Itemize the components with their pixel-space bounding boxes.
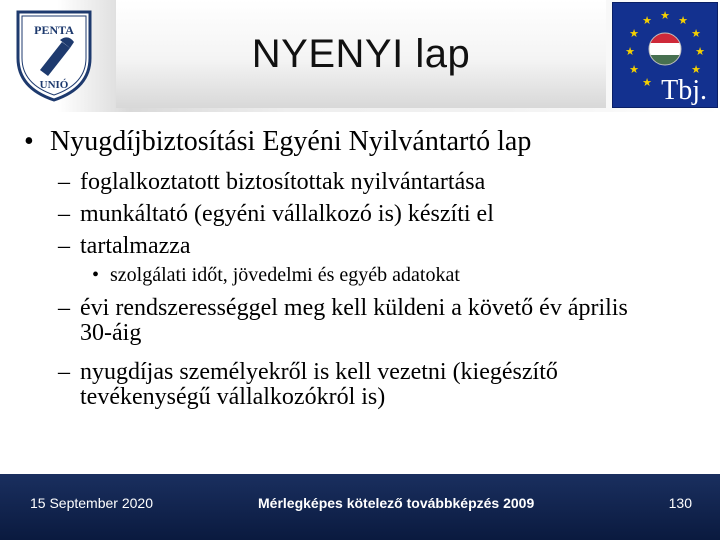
footer-date: 15 September 2020 <box>30 495 153 511</box>
page-number: 130 <box>668 495 692 511</box>
list-item: – foglalkoztatott biztosítottak nyilvántartása <box>58 169 486 195</box>
svg-text:★: ★ <box>691 28 701 40</box>
svg-text:UNIÓ: UNIÓ <box>39 79 69 91</box>
list-item: – tartalmazza <box>58 233 191 259</box>
list-item: – nyugdíjas személyekről is kell vezetni (kiegészítő tevékenységű vállalkozókról is) <box>58 359 558 410</box>
penta-unio-logo <box>14 8 94 102</box>
list-item: – munkáltató (egyéni vállalkozó is) készíti el <box>58 201 494 227</box>
svg-text:★: ★ <box>660 10 670 22</box>
nested-list-item: • szolgálati időt, jövedelmi és egyéb adatokat <box>92 264 460 286</box>
bullet-icon: • <box>92 264 100 286</box>
svg-text:★: ★ <box>691 64 701 76</box>
eu-flag-badge <box>612 2 718 108</box>
svg-text:★: ★ <box>642 77 652 89</box>
svg-text:★: ★ <box>678 15 688 27</box>
bullet-icon: • <box>24 126 34 157</box>
slide-title: NYENYI lap <box>251 32 471 76</box>
svg-text:★: ★ <box>629 64 639 76</box>
svg-text:★: ★ <box>629 28 639 40</box>
list-item: – évi rendszerességgel meg kell küldeni a követő év április 30-áig <box>58 295 628 346</box>
svg-text:★: ★ <box>642 15 652 27</box>
svg-text:★: ★ <box>625 46 635 58</box>
svg-text:PENTA: PENTA <box>34 23 74 37</box>
hungarian-flag-icon <box>643 31 687 67</box>
main-bullet: • Nyugdíjbiztosítási Egyéni Nyilvántartó lap <box>24 126 532 157</box>
footer-bar <box>0 474 720 540</box>
tbj-label: Tbj. <box>661 75 707 106</box>
footer-course-title: Mérlegképes kötelező továbbképzés 2009 <box>258 495 535 511</box>
svg-text:★: ★ <box>695 46 705 58</box>
